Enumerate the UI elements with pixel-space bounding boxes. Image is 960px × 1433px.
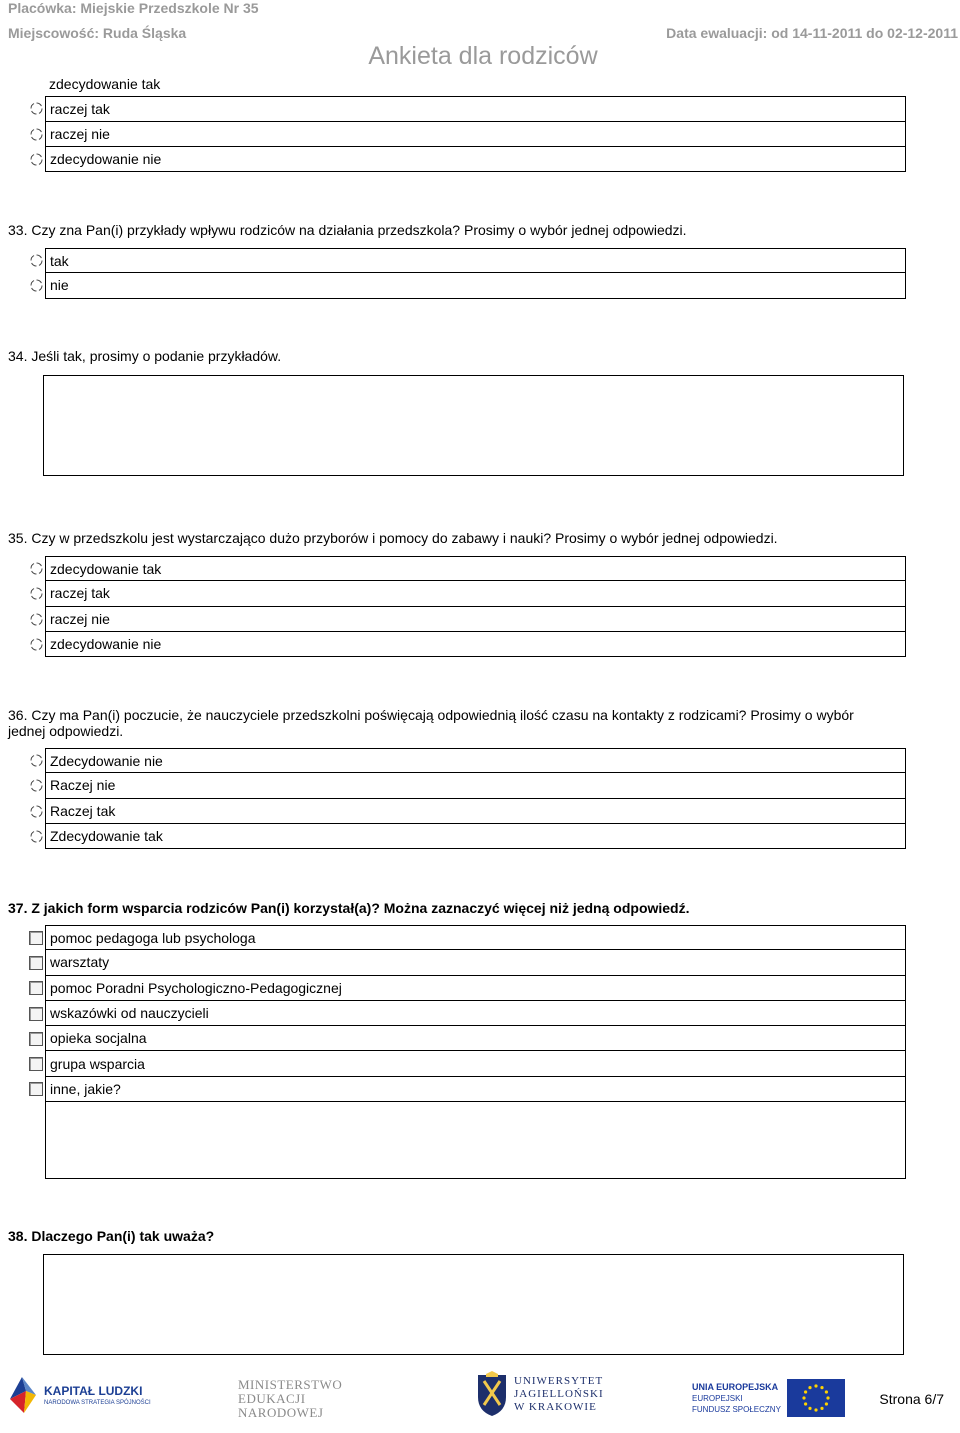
q32-option[interactable] [27, 147, 906, 172]
q36-options [27, 748, 906, 849]
q35-text: 35. Czy w przedszkolu jest wystarczająco dużo przyborów i pomocy do zabawy i nauki? Prosimy o wybór jednej odpowiedzi. [8, 530, 778, 546]
uj-line1: UNIWERSYTET [514, 1374, 604, 1387]
checkbox[interactable] [29, 931, 43, 945]
radio-button[interactable] [30, 153, 43, 166]
q33-option-label: tak [45, 248, 906, 273]
q32-option-label: raczej nie [45, 122, 906, 147]
q34-text: 34. Jeśli tak, prosimy o podanie przykładów. [8, 348, 282, 364]
q35-option[interactable] [27, 607, 906, 632]
uniwersytet-jagiellonski-logo [476, 1371, 604, 1417]
q37-option[interactable] [27, 950, 906, 975]
q33-option[interactable] [27, 273, 906, 298]
q37-option[interactable] [27, 925, 906, 950]
ue-line1: UNIA EUROPEJSKA [692, 1381, 779, 1392]
q35-option-label: zdecydowanie tak [45, 556, 906, 581]
checkbox[interactable] [29, 956, 43, 970]
checkbox[interactable] [29, 1057, 43, 1071]
q32-option[interactable] [27, 71, 906, 96]
q36-text [8, 707, 854, 739]
q37-option[interactable] [27, 976, 906, 1001]
q37-option-label: pomoc pedagoga lub psychologa [45, 925, 906, 950]
kapital-ludzki-subtitle: NARODOWA STRATEGIA SPÓJNOŚCI [44, 1399, 151, 1406]
radio-button[interactable] [30, 102, 43, 115]
page-number: Strona 6/7 [879, 1391, 944, 1407]
ministerstwo-logo [238, 1378, 342, 1420]
q32-option[interactable] [27, 96, 906, 121]
q37-text: 37. Z jakich form wsparcia rodziców Pan(i) korzystał(a)? Można zaznaczyć więcej niż jedną odpowiedź. [8, 900, 690, 916]
q35-option[interactable] [27, 632, 906, 657]
q36-option-label: Raczej nie [45, 773, 906, 798]
q36-text-line1: 36. Czy ma Pan(i) poczucie, że nauczyciele przedszkolni poświęcają odpowiednią ilość czasu na kontakty z rodzicami? Prosimy o wybór [8, 707, 854, 723]
q32-option-label: raczej tak [45, 96, 906, 121]
eu-flag-icon [787, 1379, 845, 1417]
q35-option-label: raczej tak [45, 581, 906, 606]
q33-option[interactable] [27, 248, 906, 273]
page-title: Ankieta dla rodziców [368, 42, 598, 70]
q37-option[interactable] [27, 1001, 906, 1026]
q32-options [27, 71, 906, 172]
ministerstwo-line2: EDUKACJI [238, 1391, 306, 1406]
q37-option-label: grupa wsparcia [45, 1051, 906, 1076]
q37-option[interactable] [27, 1051, 906, 1076]
q32-radio-placeholder [27, 71, 45, 96]
kapital-ludzki-emblem-icon [8, 1373, 38, 1417]
q36-option-label: Raczej tak [45, 799, 906, 824]
q35-option[interactable] [27, 556, 906, 581]
radio-button[interactable] [30, 754, 43, 767]
q37-option-label: opieka socjalna [45, 1026, 906, 1051]
radio-button[interactable] [30, 128, 43, 141]
q34-answer-field[interactable] [43, 375, 904, 476]
uj-line3: W KRAKOWIE [514, 1400, 597, 1413]
radio-button[interactable] [30, 638, 43, 651]
q32-option-label: zdecydowanie tak [49, 75, 161, 92]
radio-button[interactable] [30, 779, 43, 792]
q33-options [27, 248, 906, 299]
checkbox[interactable] [29, 1007, 43, 1021]
checkbox[interactable] [29, 981, 43, 995]
q36-option[interactable] [27, 773, 906, 798]
q37-option[interactable] [27, 1077, 906, 1102]
q35-options [27, 556, 906, 657]
kapital-ludzki-logo [8, 1373, 151, 1417]
q36-option-label: Zdecydowanie tak [45, 824, 906, 849]
q36-option[interactable] [27, 748, 906, 773]
q37-option[interactable] [27, 1026, 906, 1051]
q38-answer-field[interactable] [43, 1254, 904, 1355]
footer [0, 1365, 960, 1433]
radio-button[interactable] [30, 830, 43, 843]
q32-option-label: zdecydowanie nie [45, 147, 906, 172]
checkbox[interactable] [29, 1082, 43, 1096]
q37-option-label: inne, jakie? [45, 1077, 906, 1102]
radio-button[interactable] [30, 562, 43, 575]
q37-options [27, 925, 906, 1102]
q38-text: 38. Dlaczego Pan(i) tak uważa? [8, 1228, 215, 1244]
q35-option[interactable] [27, 581, 906, 606]
unia-europejska-logo [692, 1379, 845, 1417]
radio-button[interactable] [30, 805, 43, 818]
placowka-label: Placówka: Miejskie Przedszkole Nr 35 [8, 0, 259, 16]
ue-line3: FUNDUSZ SPOŁECZNY [692, 1404, 781, 1414]
data-ewaluacji-label: Data ewaluacji: od 14-11-2011 do 02-12-2011 [666, 25, 958, 41]
radio-button[interactable] [30, 279, 43, 292]
q35-option-label: raczej nie [45, 607, 906, 632]
q36-option-label: Zdecydowanie nie [45, 748, 906, 773]
uj-crest-icon [476, 1371, 508, 1417]
q36-option[interactable] [27, 824, 906, 849]
q32-option[interactable] [27, 122, 906, 147]
uj-line2: JAGIELLOŃSKI [514, 1387, 604, 1400]
q37-option-label: pomoc Poradni Psychologiczno-Pedagogicznej [45, 976, 906, 1001]
q35-option-label: zdecydowanie nie [45, 632, 906, 657]
ministerstwo-line3: NARODOWEJ [238, 1405, 324, 1420]
ministerstwo-line1: MINISTERSTWO [238, 1377, 343, 1392]
q36-text-line2: jednej odpowiedzi. [8, 723, 124, 739]
q37-option-label: warsztaty [45, 950, 906, 975]
radio-button[interactable] [30, 254, 43, 267]
radio-button[interactable] [30, 587, 43, 600]
q36-option[interactable] [27, 799, 906, 824]
q37-other-field[interactable] [45, 1102, 906, 1179]
ue-line2: EUROPEJSKI [692, 1393, 743, 1403]
q33-option-label: nie [45, 273, 906, 298]
q33-text: 33. Czy zna Pan(i) przykłady wpływu rodziców na działania przedszkola? Prosimy o wybór jednej odpowiedzi. [8, 222, 687, 238]
checkbox[interactable] [29, 1032, 43, 1046]
radio-button[interactable] [30, 613, 43, 626]
q37-option-label: wskazówki od nauczycieli [45, 1001, 906, 1026]
miejscowosc-label: Miejscowość: Ruda Śląska [8, 25, 187, 41]
kapital-ludzki-title: KAPITAŁ LUDZKI [44, 1383, 143, 1398]
